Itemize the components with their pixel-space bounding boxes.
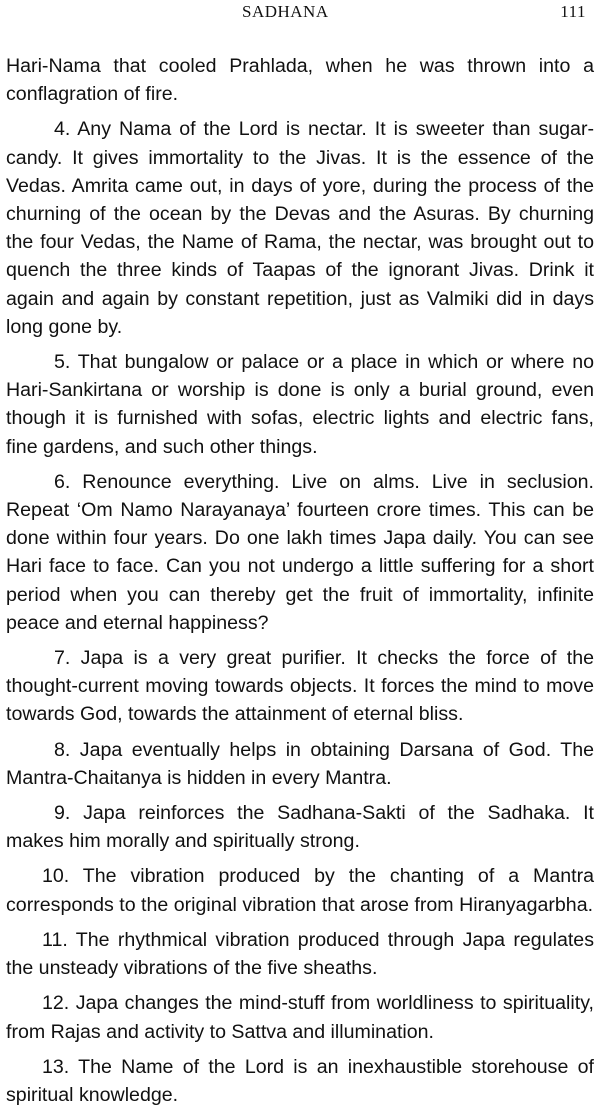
paragraph-item-12: 12. Japa changes the mind-stuff from worldliness to spirituality, from Rajas and activity to Sattva and illumination. bbox=[6, 992, 594, 1043]
paragraph-item-5: 5. That bungalow or palace or a place in which or where no Hari-Sankirtana or worship is done is only a burial ground, even though it is furnished with sofas, electric lights and electric fans, fine gardens, and such other things. bbox=[6, 351, 594, 458]
running-title: SADHANA bbox=[242, 2, 329, 21]
paragraph-item-6: 6. Renounce everything. Live on alms. Live in seclusion. Repeat ‘Om Namo Narayanaya’ fourteen crore times. This can be done within four years. Do one lakh times Japa daily. You can see Hari face to face. Can you not undergo a little suffering for a short period when you can thereby get the fruit of immortality, infinite peace and eternal happiness? bbox=[6, 470, 594, 634]
paragraph-continuation: Hari-Nama that cooled Prahlada, when he was thrown into a conflagration of fire. bbox=[6, 55, 594, 106]
paragraph-item-11: 11. The rhythmical vibration produced through Japa regulates the unsteady vibrations of the five sheaths. bbox=[6, 928, 594, 980]
paragraph-item-13: 13. The Name of the Lord is an inexhaustible storehouse of spiritual knowledge. bbox=[6, 1055, 594, 1106]
paragraph-item-9: 9. Japa reinforces the Sadhana-Sakti of the Sadhaka. It makes him morally and spiritually strong. bbox=[6, 802, 594, 853]
paragraph-item-10: 10. The vibration produced by the chanting of a Mantra corresponds to the original vibration that arose from Hiranyagarbha. bbox=[6, 865, 594, 916]
running-head bbox=[0, 2, 600, 24]
page-number: 111 bbox=[560, 2, 586, 21]
paragraph-item-8: 8. Japa eventually helps in obtaining Darsana of God. The Mantra-Chaitanya is hidden in every Mantra. bbox=[6, 738, 594, 789]
paragraph-item-7: 7. Japa is a very great purifier. It checks the force of the thought-current moving towards objects. It forces the mind to move towards God, towards the attainment of eternal bliss. bbox=[6, 647, 594, 726]
body-text bbox=[6, 52, 594, 1116]
paragraph-item-4: 4. Any Nama of the Lord is nectar. It is sweeter than sugar-candy. It gives immortality to the Jivas. It is the essence of the Vedas. Amrita came out, in days of yore, during the process of the churning of the ocean by the Devas and the Asuras. By churning the four Vedas, the Name of Rama, the nectar, was brought out to quench the three kinds of Taapas of the ignorant Jivas. Drink it again and again by constant repetition, just as Valmiki did in days long gone by. bbox=[6, 118, 594, 338]
